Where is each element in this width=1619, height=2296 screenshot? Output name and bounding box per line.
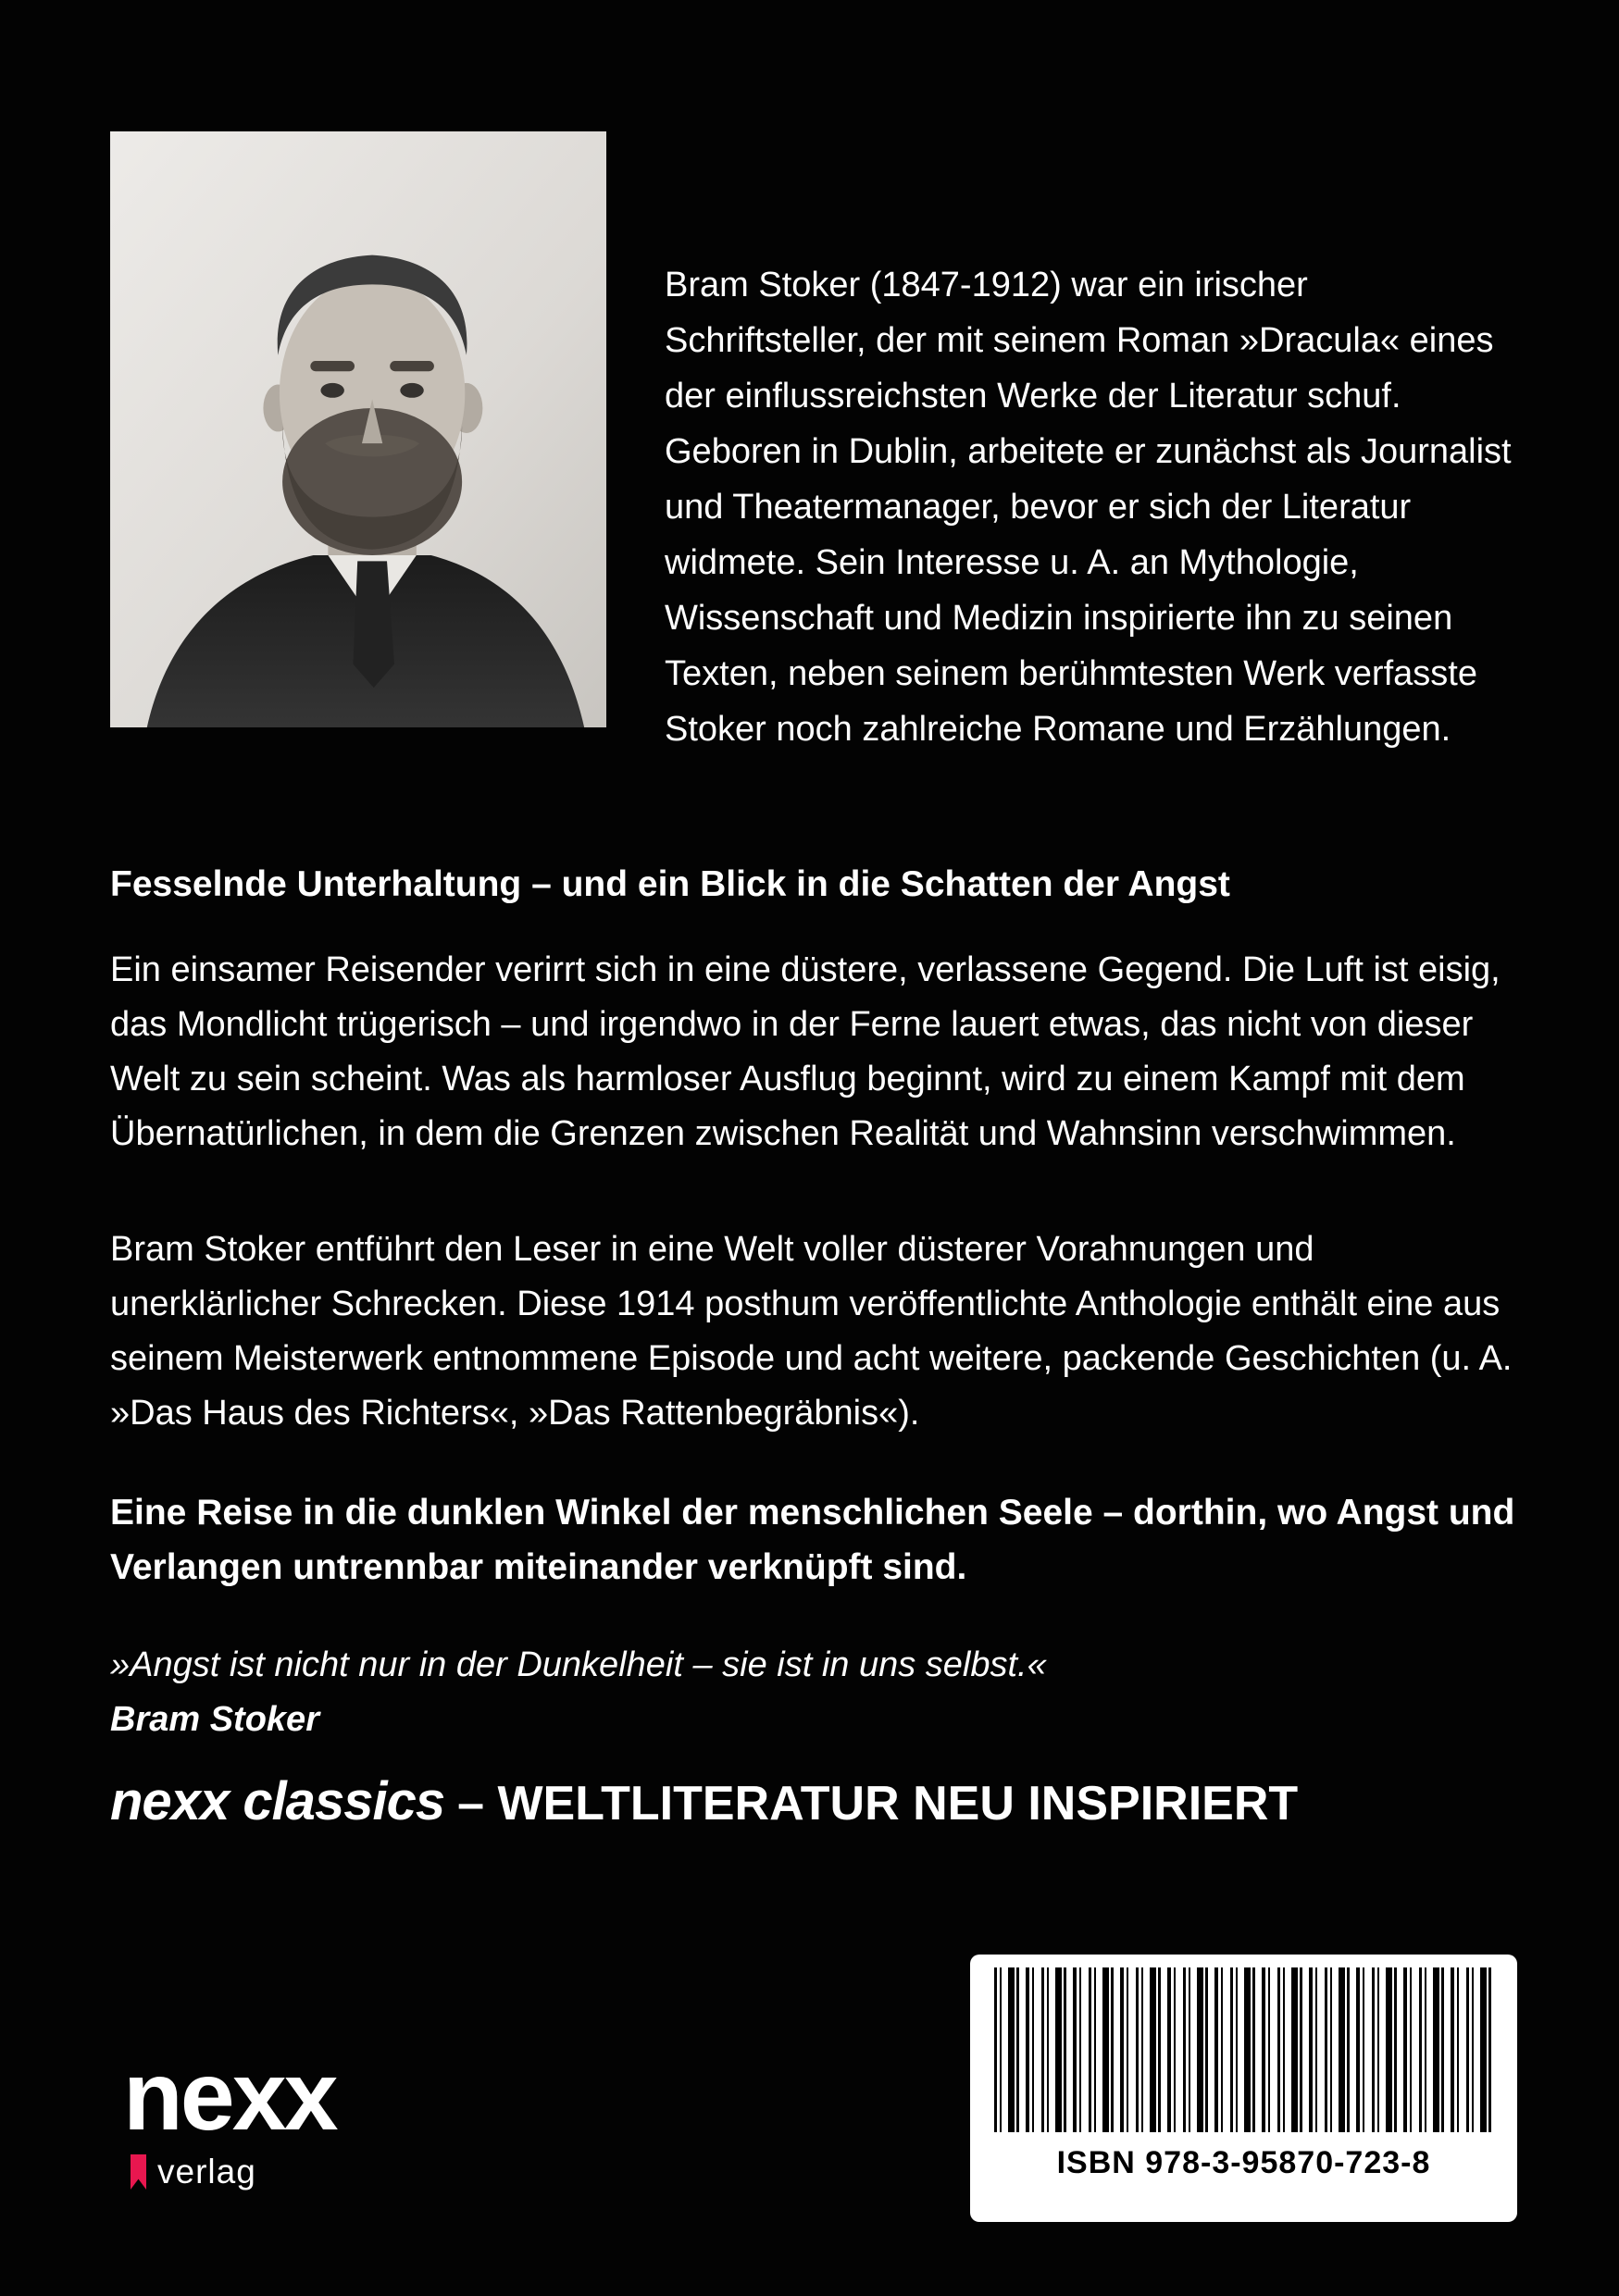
publisher-logo <box>123 2042 336 2191</box>
barcode-bars <box>994 1967 1493 2132</box>
isbn-text: ISBN 978-3-95870-723-8 <box>1056 2145 1431 2180</box>
brand-line <box>110 1770 1298 1832</box>
author-portrait-illustration <box>110 131 606 727</box>
verlag-row <box>131 2153 336 2191</box>
barcode <box>970 1955 1517 2222</box>
verlag-label: verlag <box>157 2153 256 2191</box>
bold-statement: Eine Reise in die dunklen Winkel der menschlichen Seele – dorthin, wo Angst und Verlangen untrennbar miteinander verknüpft sind. <box>110 1493 1515 1587</box>
series-tagline: – WELTLITERATUR NEU INSPIRIERT <box>457 1777 1299 1831</box>
red-ribbon-icon <box>131 2154 146 2190</box>
synopsis-paragraph: Ein einsamer Reisender verirrt sich in eine düstere, verlassene Gegend. Die Luft ist eisig, das Mondlicht trügerisch – und irgendwo in der Ferne lauert etwas, das nicht von dieser Welt zu sein scheint. Was als harmloser Ausflug beginnt, wird zu einem Kampf mit dem Übernatürlichen, in dem die Grenzen zwischen Realität und Wahnsinn verschwimmen. <box>110 950 1501 1153</box>
quote-attribution: Bram Stoker <box>110 1700 319 1739</box>
author-photo <box>110 131 606 727</box>
author-bio: Bram Stoker (1847-1912) war ein irischer Schriftsteller, der mit seinem Roman »Dracula« eines der einflussreichsten Werke der Literatur schuf. Geboren in Dublin, arbeitete er zunächst als Journalist und Theatermanager, bevor er sich der Literatur widmete. Sein Interesse u. A. an Mythologie, Wissenschaft und Medizin inspirierte ihn zu seinen Texten, neben seinem berühmtesten Werk verfasste Stoker noch zahlreiche Romane und Erzählungen. <box>665 266 1512 749</box>
author-quote: »Angst ist nicht nur in der Dunkelheit – sie ist in uns selbst.« <box>110 1645 1047 1684</box>
series-name: nexx classics <box>110 1771 445 1831</box>
headline: Fesselnde Unterhaltung – und ein Blick in die Schatten der Angst <box>110 864 1230 905</box>
anthology-paragraph: Bram Stoker entführt den Leser in eine Welt voller düsterer Vorahnungen und unerklärlicher Schrecken. Diese 1914 posthum veröffentlichte Anthologie enthält eine aus seinem Meisterwerk entnommene Episode und acht weitere, packende Geschichten (u. A. »Das Haus des Richters«, »Das Rattenbegräbnis«). <box>110 1230 1513 1433</box>
nexx-wordmark: nexx <box>123 2042 336 2151</box>
